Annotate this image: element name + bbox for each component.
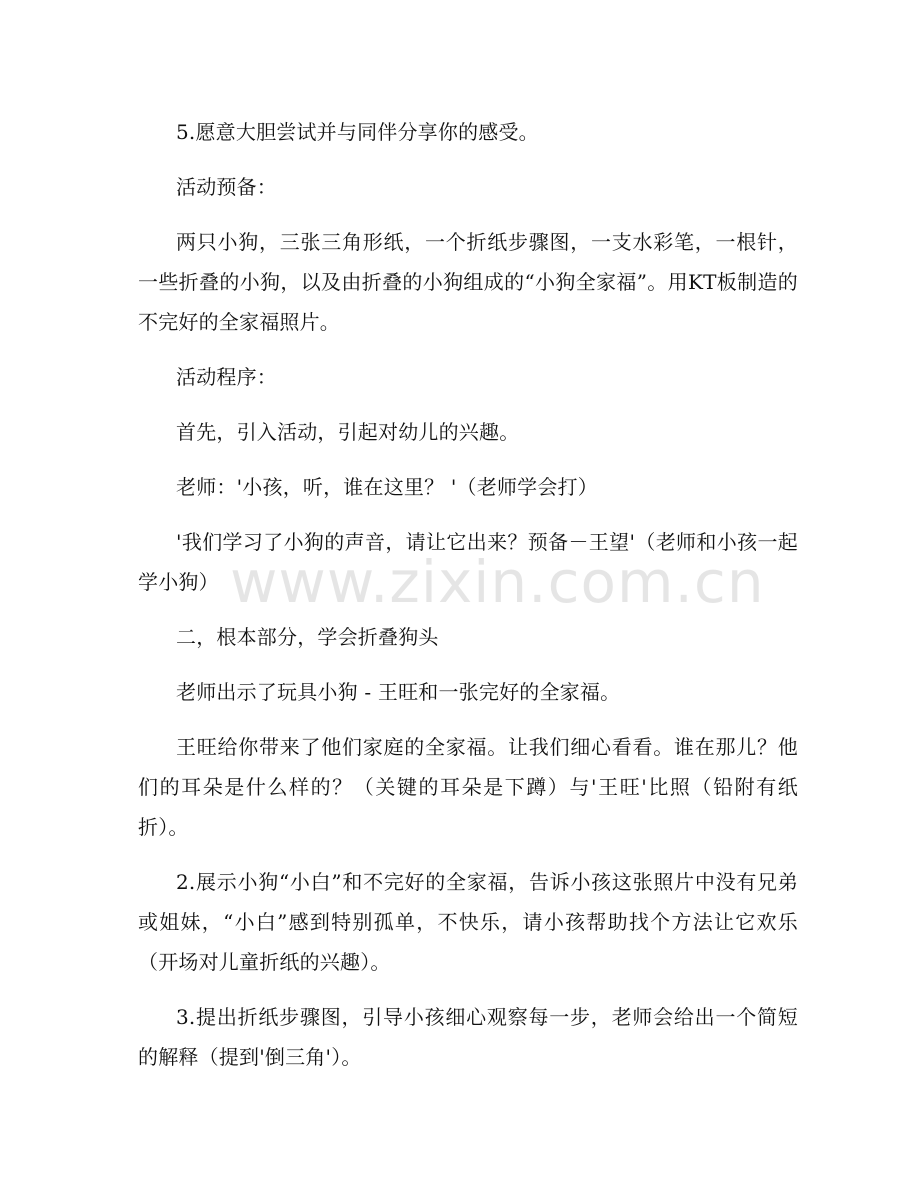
- paragraph-objective-5: 5.愿意大胆尝试并与同伴分享你的感受。: [176, 120, 539, 144]
- paragraph-step-2: 2.展示小狗“小白”和不完好的全家福，告诉小孩这张照片中没有兄弟或姐妹，“小白”感到特别孤单，不快乐，请小孩帮助找个方法让它欢乐（开场对儿童折纸的兴趣）。: [138, 870, 798, 974]
- paragraph-materials: 两只小狗，三张三角形纸，一个折纸步骤图，一支水彩笔，一根针，一些折叠的小狗，以及由折叠的小狗组成的“小狗全家福”。用KT板制造的不完好的全家福照片。: [138, 230, 798, 334]
- paragraph-step-intro: 首先，引入活动，引起对幼儿的兴趣。: [176, 420, 520, 444]
- paragraph-teacher-line: 老师：'小孩，听，谁在这里？ '（老师学会打）: [176, 475, 598, 499]
- document-body: [138, 112, 798, 1092]
- heading-main-part: 二，根本部分，学会折叠狗头: [176, 625, 439, 649]
- heading-activity-preparation: 活动预备：: [176, 175, 277, 199]
- paragraph-learn-sound: '我们学习了小狗的声音，请让它出来？预备－王望'（老师和小孩一起学小狗）: [138, 530, 798, 594]
- paragraph-step-3: 3.提出折纸步骤图，引导小孩细心观察每一步，老师会给出一个简短的解释（提到'倒三角'）。: [138, 1005, 798, 1069]
- paragraph-family-photo: 王旺给你带来了他们家庭的全家福。让我们细心看看。谁在那儿？他们的耳朵是什么样的？（关键的耳朵是下蹲）与'王旺'比照（铅附有纸折）。: [138, 735, 798, 839]
- paragraph-show-toy: 老师出示了玩具小狗 - 王旺和一张完好的全家福。: [176, 680, 621, 704]
- watermark-text: www.zixin.com.cn: [230, 548, 765, 616]
- heading-activity-procedure: 活动程序：: [176, 365, 277, 389]
